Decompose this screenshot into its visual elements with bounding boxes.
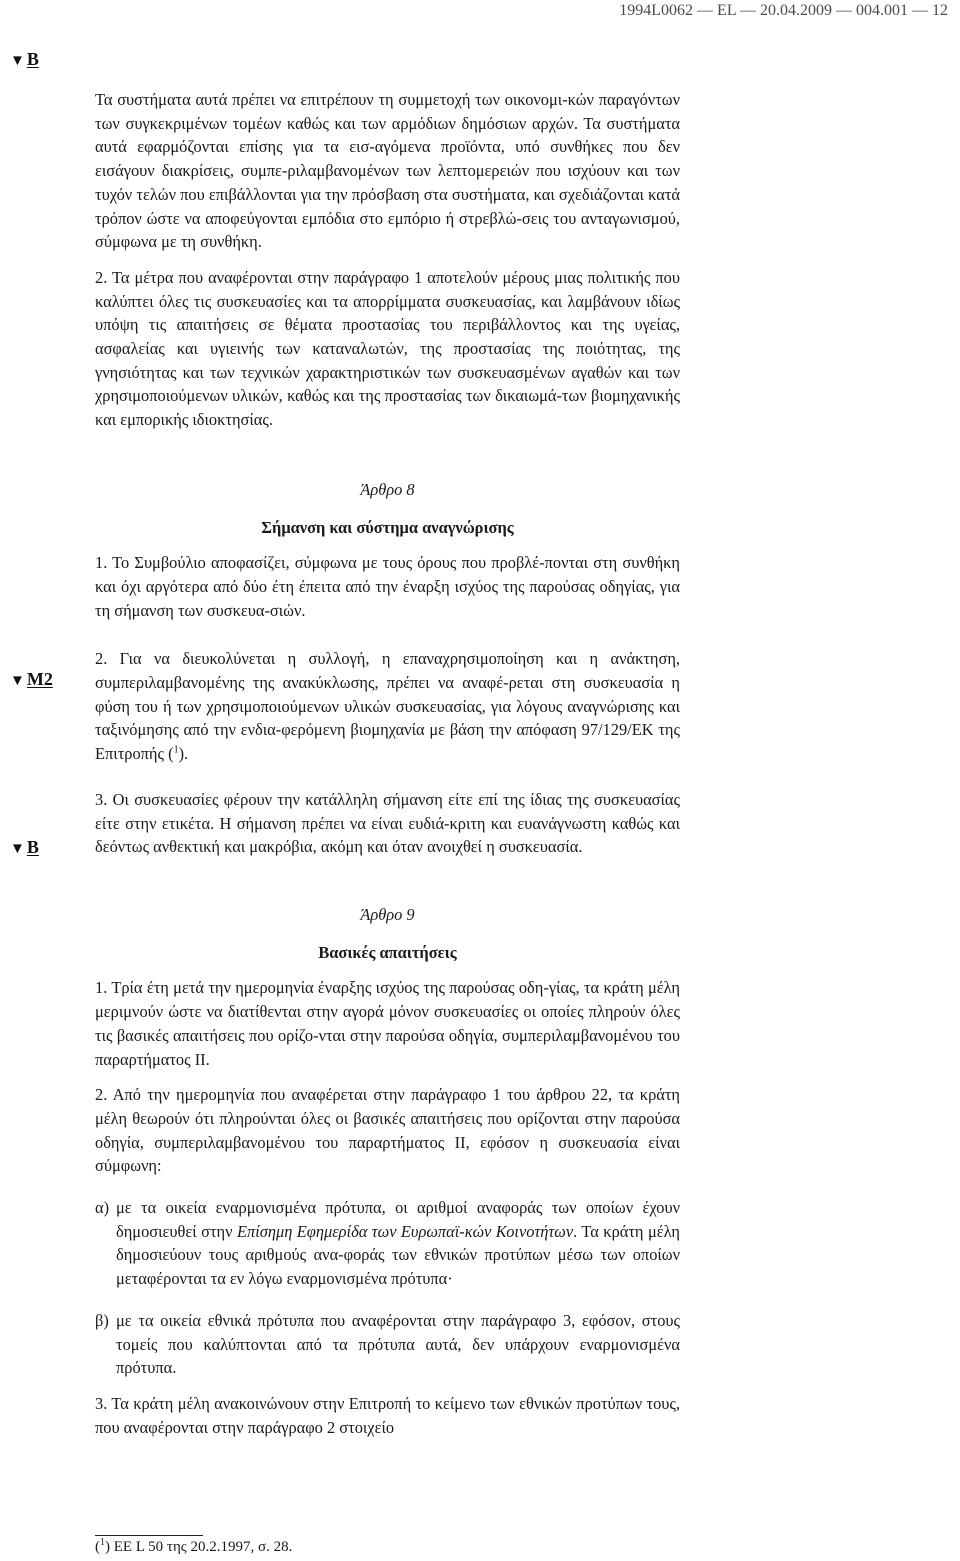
paragraph: 3. Τα κράτη μέλη ανακοινώνουν στην Επιτροπή το κείμενο των εθνικών προτύπων τους, που αναφέρονται στην παράγραφο 2 στοιχείο — [95, 1393, 680, 1437]
list-item-label: α) — [95, 1198, 110, 1218]
paragraph: 1. Τρία έτη μετά την ημερομηνία έναρξης ισχύος της παρούσας οδη-γίας, τα κράτη μέλη μεριμνούν ώστε να διατίθενται στην αγορά μόνον συσκευασίες οι οποίες πληρούν όλες τις βασικές απαιτήσεις που ορίζο-νται στην παρούσα οδηγία, συμπεριλαμβανομένου του παραρτήματος II. — [95, 978, 680, 1069]
document-body — [95, 88, 680, 1439]
list-item-label: β) — [95, 1310, 109, 1330]
page-header: 1994L0062 — EL — 20.04.2009 — 004.001 — 12 — [619, 2, 948, 19]
article-number: Άρθρο 9 — [360, 904, 415, 924]
list-item — [95, 1309, 680, 1380]
paragraph: 2. Τα μέτρα που αναφέρονται στην παράγραφο 1 αποτελούν μέρους μιας πολιτικής που καλύπτει όλες τις συσκευασίες και τα απορρίμματα συσκευασίας, και λαμβάνουν ιδίως υπόψη τις απαιτήσεις σε θέματα προστασίας του περιβάλλοντος και της υγείας, ασφαλείας και υγιεινής των καταναλωτών, της προστασίας της ποιότητας, της γνησιότητας και των τεχνικών χαρακτηριστικών των συσκευασμένων αγαθών και των χρησιμοποιούμενων υλικών, καθώς και της προστασίας των δικαιωμά-των βιομηχανικής και εμπορικής ιδιοκτησίας. — [95, 267, 680, 430]
paragraph: Τα συστήματα αυτά πρέπει να επιτρέπουν τη συμμετοχή των οικονομι-κών παραγόντων των συγκεκριμένων τομέων καθώς και των αρμόδιων δημόσιων αρχών. Τα συστήματα αυτά εφαρμόζονται επίσης για τα εισ-αγόμενα προϊόντα, υπό συνθήκες που δεν εισάγουν διακρίσεις, συμπε-ριλαμβανομένων των λεπτομερειών που ισχύουν και των τυχόν τελών που επιβάλλονται για την πρόσβαση στα συστήματα, και σχεδιάζονται κατά τρόπον ώστε να αποφεύγονται εμπόδια στο εμπόριο ή στρεβλώ-σεις του ανταγωνισμού, σύμφωνα με τη συνθήκη. — [95, 90, 680, 252]
paragraph — [95, 647, 680, 766]
marker-label: B — [26, 837, 39, 857]
paragraph: 2. Από την ημερομηνία που αναφέρεται στην παράγραφο 1 του άρθρου 22, τα κράτη μέλη θεωρούν ότι πληρούνται όλες οι βασικές απαιτήσεις που ορίζονται στην παρούσα οδηγία, συμπεριλαμβανομένου του παραρτήματος II, εφόσον η συσκευασία είναι σύμφωνη: — [95, 1085, 680, 1176]
article-number: Άρθρο 8 — [360, 479, 415, 499]
footnote-divider — [95, 1535, 203, 1536]
triangle-down-icon: ▼ — [10, 673, 25, 689]
marker-label: B — [26, 49, 39, 69]
footnote: ($^1$) ΕΕ L 50 της 20.2.1997, σ. 28. — [95, 1537, 293, 1555]
marker-label: M2 — [26, 669, 53, 689]
triangle-down-icon: ▼ — [10, 841, 25, 857]
triangle-down-icon: ▼ — [10, 53, 25, 69]
list-item-text — [116, 1196, 680, 1291]
article-title: Βασικές απαιτήσεις — [318, 942, 457, 962]
journal-title: Επίσημη Εφημερίδα των Ευρωπαϊ-κών Κοινοτήτων — [236, 1221, 574, 1241]
paragraph: 1. Το Συμβούλιο αποφασίζει, σύμφωνα με τους όρους που προβλέ-πονται στη συνθήκη και όχι αργότερα από δύο έτη έπειτα από την έναρξη ισχύος της παρούσας οδηγίας, για τη σήμανση των συσκευα-σιών. — [95, 553, 680, 620]
list-item — [95, 1196, 680, 1291]
footnote-text: ΕΕ L 50 της 20.2.1997, σ. 28. — [110, 1539, 293, 1555]
footnote-reference: 1 — [173, 744, 179, 756]
amendment-marker-b — [10, 836, 39, 860]
paragraph: 3. Οι συσκευασίες φέρουν την κατάλληλη σήμανση είτε επί της ίδιας της συσκευασίας είτε στην ετικέτα. Η σήμανση πρέπει να είναι ευδιά-κριτη και ευανάγνωστη καθώς και δεόντως ανθεκτική και μακρόβια, ακόμη και όταν ανοιχθεί η συσκευασία. — [95, 789, 680, 857]
footnote-mark: 1 — [100, 1537, 105, 1548]
list-text: . Τα κράτη μέλη δημοσιεύουν τους αριθμούς ανα-φοράς των εθνικών προτύπων μέσω των οποίων μεταφέρονται τα εν λόγω εναρμονισμένα πρότυπα· — [116, 1221, 680, 1289]
article-title: Σήμανση και σύστημα αναγνώρισης — [261, 517, 514, 537]
paragraph-text-end: ). — [178, 744, 189, 764]
list-item-text: με τα οικεία εθνικά πρότυπα που αναφέρονται στην παράγραφο 3, εφόσον, στους τομείς που καλύπτονται από τα πρότυπα αυτά, δεν υπάρχουν εναρμονισμένα πρότυπα. — [116, 1310, 680, 1378]
amendment-marker-m2 — [10, 668, 53, 692]
list-text: με τα οικεία εναρμονισμένα πρότυπα, οι αριθμοί αναφοράς των οποίων έχουν δημοσιευθεί στην — [116, 1198, 680, 1241]
amendment-marker-b — [10, 48, 39, 72]
paragraph-text: 2. Για να διευκολύνεται η συλλογή, η επαναχρησιμοποίηση και η ανάκτηση, συμπεριλαμβανομένης της ανακύκλωσης, πρέπει να αναφέ-ρεται στη συσκευασία η φύση του ή των χρησιμοποιούμενων υλικών συσκευασίας, για λόγους αναγνώρισης και ταξινόμησης από την ενδια-φερόμενη βιομηχανία με βάση την απόφαση 97/129/ΕΚ της Επιτροπής ( — [95, 649, 680, 764]
